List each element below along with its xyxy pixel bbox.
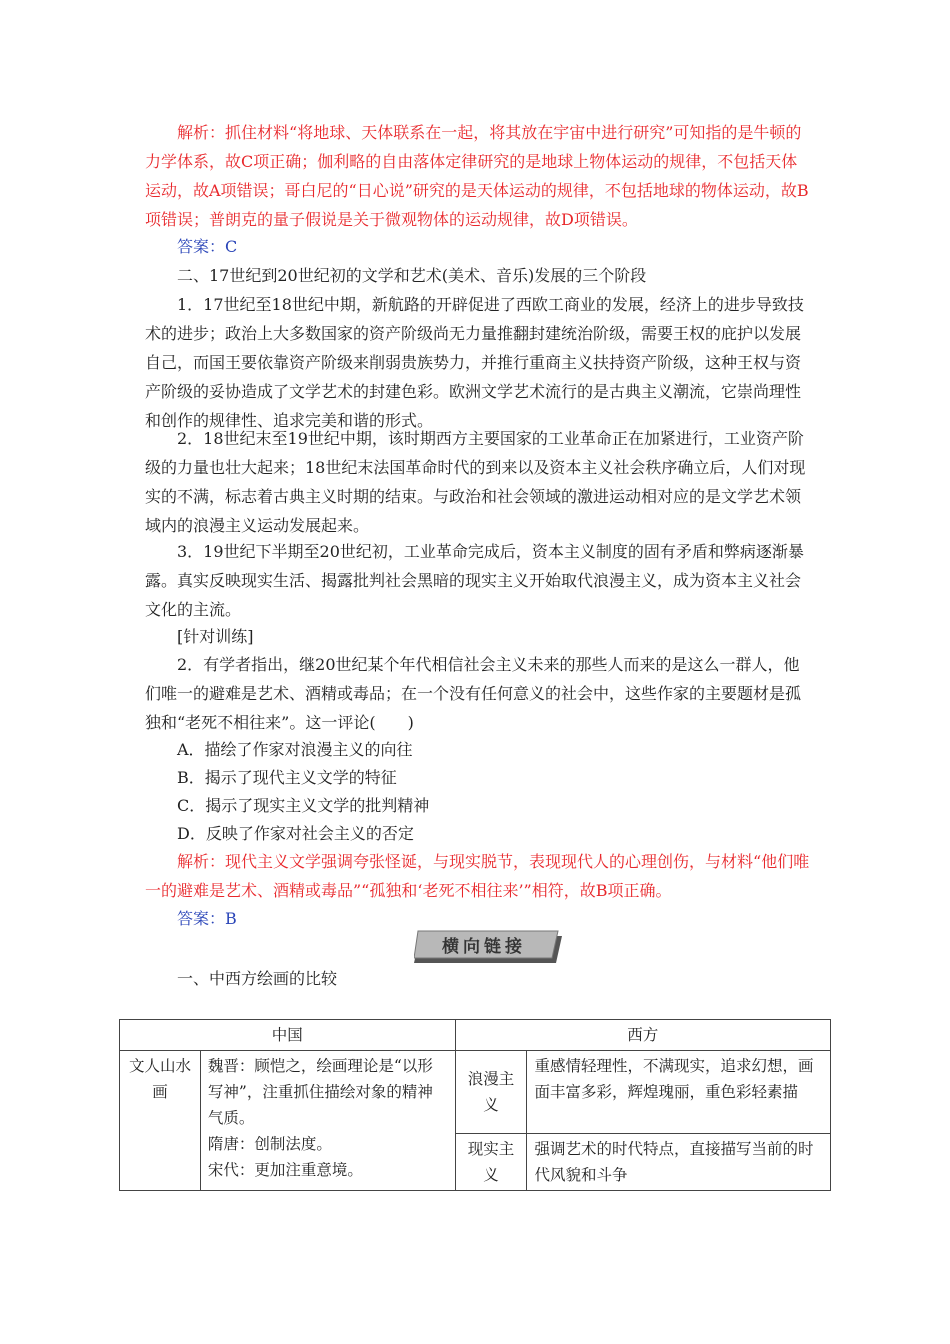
analysis-text: 抓住材料“将地球、天体联系在一起，将其放在宇宙中进行研究”可知指的是牛顿的力学体系，故C项正确；伽利略的自由落体定律研究的是地球上物体运动的规律，不包括天体运动，故A项错误；哥白尼的“日心说”研究的是天体运动的规律，不包括地球的物体运动，故B项错误；普朗克的量子假说是关于微观物体的运动规律，故D项错误。 bbox=[145, 123, 809, 229]
option-c: C．揭示了现实主义文学的批判精神 bbox=[177, 796, 430, 815]
analysis-label: 解析： bbox=[177, 852, 226, 871]
analysis-text: 现代主义文学强调夸张怪诞，与现实脱节，表现现代人的心理创伤，与材料“他们唯一的避难是艺术、酒精或毒品”“孤独和‘老死不相往来’”相符，故B项正确。 bbox=[145, 852, 810, 900]
option-b: B．揭示了现代主义文学的特征 bbox=[177, 768, 397, 787]
training-label: [针对训练] bbox=[177, 627, 254, 646]
analysis-paragraph-1 bbox=[145, 118, 810, 234]
china-genre-cell: 文人山水画 bbox=[120, 1051, 201, 1191]
west-style-realism: 现实主义 bbox=[455, 1134, 527, 1191]
west-desc-realism: 强调艺术的时代特点，直接描写当前的时代风貌和斗争 bbox=[527, 1134, 831, 1191]
period-weijin: 魏晋：顾恺之，绘画理论是“以形写神”，注重抓住描绘对象的精神气质。 bbox=[207, 1057, 433, 1127]
section-heading-2: 二、17世纪到20世纪初的文学和艺术(美术、音乐)发展的三个阶段 bbox=[177, 266, 647, 285]
section-banner bbox=[414, 930, 564, 964]
table-row bbox=[120, 1051, 831, 1134]
header-china: 中国 bbox=[120, 1020, 456, 1051]
table-header-row bbox=[120, 1020, 831, 1051]
header-west: 西方 bbox=[455, 1020, 830, 1051]
question-text: 2．有学者指出，继20世纪某个年代相信社会主义未来的那些人而来的是这么一群人，他们唯一的避难是艺术、酒精或毒品；在一个没有任何意义的社会中，这些作家的主要题材是孤独和“老死不相往来”。这一评论( ) bbox=[145, 655, 802, 732]
banner-title: 横向链接 bbox=[442, 936, 526, 957]
comparison-table bbox=[119, 1019, 831, 1191]
stage-paragraph-3: 3．19世纪下半期至20世纪初，工业革命完成后，资本主义制度的固有矛盾和弊病逐渐暴露。真实反映现实生活、揭露批判社会黑暗的现实主义开始取代浪漫主义，成为资本主义社会文化的主流。 bbox=[145, 542, 804, 619]
analysis-paragraph-2 bbox=[145, 847, 810, 905]
analysis-label: 解析： bbox=[177, 123, 226, 142]
west-desc-romanticism: 重感情轻理性，不满现实，追求幻想，画面丰富多彩，辉煌瑰丽，重色彩轻素描 bbox=[527, 1051, 831, 1134]
stage-paragraph-1: 1．17世纪至18世纪中期，新航路的开辟促进了西欧工商业的发展，经济上的进步导致技术的进步；政治上大多数国家的资产阶级尚无力量推翻封建统治阶级，需要王权的庇护以发展自己，而国王要依靠资产阶级来削弱贵族势力，并推行重商主义扶持资产阶级，这种王权与资产阶级的妥协造成了文学艺术的封建色彩。欧洲文学艺术流行的是古典主义潮流，它崇尚理性和创作的规律性、追求完美和谐的形式。 bbox=[145, 295, 804, 430]
period-suitang: 隋唐：创制法度。 bbox=[207, 1135, 332, 1153]
compare-heading: 一、中西方绘画的比较 bbox=[177, 969, 338, 988]
period-song: 宋代：更加注重意境。 bbox=[207, 1161, 363, 1179]
option-a: A．描绘了作家对浪漫主义的向往 bbox=[177, 740, 413, 759]
west-style-romanticism: 浪漫主义 bbox=[455, 1051, 527, 1134]
answer-line-1: 答案：C bbox=[177, 237, 238, 256]
answer-line-2: 答案：B bbox=[177, 909, 237, 928]
stage-paragraph-2: 2．18世纪末至19世纪中期，该时期西方主要国家的工业革命正在加紧进行，工业资产阶级的力量也壮大起来；18世纪末法国革命时代的到来以及资本主义社会秩序确立后，人们对现实的不满，标志着古典主义时期的结束。与政治和社会领域的激进运动相对应的是文学艺术领域内的浪漫主义运动发展起来。 bbox=[145, 429, 806, 535]
option-d: D．反映了作家对社会主义的否定 bbox=[177, 824, 414, 843]
china-periods-cell bbox=[200, 1051, 455, 1191]
